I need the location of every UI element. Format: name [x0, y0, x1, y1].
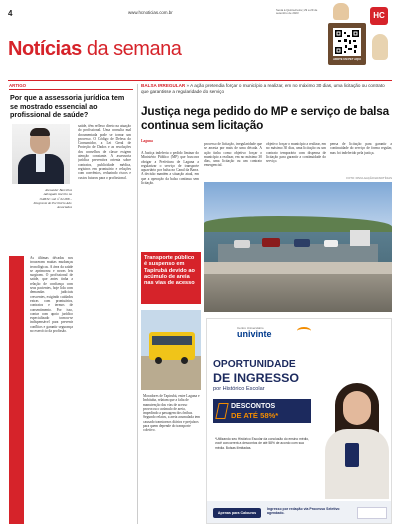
ad-headline-1: OPORTUNIDADE — [213, 359, 296, 370]
mascot-icon — [333, 3, 349, 20]
ad-footer-tag[interactable]: Apenas para Calouros — [213, 508, 261, 518]
car-3 — [294, 239, 310, 247]
page-number: 4 — [8, 9, 13, 18]
car-4 — [324, 240, 338, 247]
ad-headline-3: por Histórico Escolar — [213, 386, 265, 392]
ad-footer-logo — [357, 507, 387, 519]
ad-brand — [237, 329, 272, 339]
student-face — [343, 391, 371, 425]
author-shirt — [36, 154, 45, 172]
article-col2: saúde, têm reflexo direto na atuação do profissional. Uma consulta mal documentada pode se tornar um processo. O Código de Defesa do Consumidor, a Lei Geral de Proteção de Dados e as resoluções dos conselhos de classe exigem atenção constante. A assessoria jurídica preventiva orienta sobre contratos, publicidade médica, registros em prontuário e relações com convênios, reduzindo riscos e custos futuros para o profissional. — [78, 124, 131, 180]
bus-wheel-2 — [181, 357, 188, 364]
ferry-photo — [204, 182, 392, 312]
edition-date: Sexta à Quinta-Feira | 29 a 29 de setembro de 2023 — [276, 8, 318, 16]
cabin — [350, 230, 370, 246]
qr-code-icon[interactable] — [333, 28, 361, 56]
section-label: ARTIGO — [9, 83, 27, 88]
author-caption: Alexander Barcellos Advogado inscrito na OAB/SC sob nº 62.068 – Integrante do Escritório Adv. Associados — [33, 188, 72, 210]
highlight-text: Transporte público é suspenso em Tapirubá devido ao acúmulo de areia nas vias de acesso — [144, 255, 195, 287]
story-headline[interactable]: Justiça nega pedido do MP e serviço de balsa continua sem licitação — [141, 104, 389, 133]
ad-footer — [207, 501, 392, 524]
bus-road — [141, 356, 201, 390]
ferry-ramp — [204, 262, 392, 274]
ad-discount-big: DE ATÉ 58%* — [231, 411, 279, 420]
car-2 — [262, 238, 280, 247]
bus-window — [152, 336, 192, 345]
ad-univinte[interactable] — [206, 318, 392, 524]
student-phone — [345, 443, 359, 467]
lead-label: BALSA IRREGULAR — [141, 83, 186, 88]
story-col1: A Justiça indeferiu o pedido liminar do Ministério Público (MP) que buscava obrigar a Prefeitura de Laguna a regularizar o serviço de transporte aquaviário por balsa no Canal da Barra. A decisão mantém a situação atual, em que a operação da balsa continua sem licitação. — [141, 151, 199, 186]
author-photo — [12, 124, 70, 184]
ad-discount-small: DESCONTOS — [231, 403, 276, 410]
ad-student-photo — [319, 379, 392, 499]
paw-icon — [372, 34, 388, 60]
ad-disclaimer: *Utilizando seu Histórico Escolar da conclusão do ensino médio, você concorrerá a descontos de até 58% de acordo com sua média. Bolsas ilimitadas. — [215, 437, 310, 450]
article-headline[interactable]: Por que a assessoria jurídica tem se mostrado essencial ao profissional de saúde? — [10, 93, 125, 120]
header-divider — [8, 80, 392, 81]
highlight-box[interactable] — [141, 252, 201, 304]
car-1 — [234, 240, 250, 248]
article-col1: Às últimas décadas nos trouxeram muitas mudanças tecnológicas. A área da saúde se aprimorou e novas leis surgiram. O profissional de saúde, que antes tinha a relação de confiança com seus pacientes, hoje lida com demandas judiciais crescentes, exigindo cuidados extras com prontuários, contratos e termos de consentimento. Por isso, contar com apoio jurídico especializado tornou-se indispensável para prevenir conflitos e garantir segurança no exercício da profissão. — [30, 256, 73, 334]
discount-icon — [215, 403, 228, 419]
story-col2: processo de licitação, irregularidade que se arrasta por mais de uma década. A ação tinha como objetivo forçar o município a realizar, em no máximo 30 dias, uma licitação ou um contrato emergencial. — [204, 142, 262, 168]
ad-brand-text: univinte — [237, 329, 272, 339]
author-hair — [30, 128, 50, 136]
site-url[interactable]: www.hcnoticias.com.br — [128, 10, 173, 15]
lead-line — [141, 83, 391, 95]
qr-caption: ADOTE UM PET AQUI — [333, 58, 361, 61]
column-divider — [137, 84, 138, 524]
title-bold: Notícias — [8, 38, 82, 60]
story-location: Laguna — [141, 139, 153, 143]
section-rule — [9, 89, 133, 90]
title-light: da semana — [81, 38, 182, 60]
page-title — [8, 38, 181, 61]
story-col4: pensa de licitação para garantir a continuidade do serviço de forma regular, mas foi indeferido pela justiça. — [330, 142, 392, 155]
ad-discount-box — [213, 399, 311, 423]
lead-text: » A ação pretendia forçar o município a realizar, em no máximo 30 dias, uma licitação ou contrato que garantisse a regularidade do serviço — [141, 83, 385, 94]
bus-photo — [141, 310, 201, 390]
sidebar-text: Moradores de Tapirubá, entre Laguna e Imbituba, relatam que a falta de manutenção das vias de acesso provocou o acúmulo de areia, impedindo a passagem dos ônibus. Segundo relatos, a areia acumulada tem causado transtornos diários e prejuízos para quem depende do transporte coletivo. — [143, 394, 201, 433]
ad-headline-2: DE INGRESSO — [213, 371, 300, 385]
ad-brand-sub: Centro Universitário — [237, 326, 264, 330]
photo-credit: FOTO: DIVULGAÇÃO/HCNOTÍCIAS — [346, 176, 392, 180]
story-col3: objetivo forçar o município a realizar, em no máximo 30 dias, uma licitação ou um contrato temporário com dispensa de licitação para garantir a continuidade do serviço. — [266, 142, 326, 164]
ad-brand-swoosh — [297, 327, 311, 335]
bus-wheel-1 — [155, 357, 162, 364]
photo-ground — [204, 274, 392, 312]
red-bar — [9, 256, 24, 524]
hc-logo[interactable]: HC — [370, 7, 388, 25]
ad-footer-text: Ingresso por redação via Processo Seletivo agendado. — [267, 507, 340, 516]
